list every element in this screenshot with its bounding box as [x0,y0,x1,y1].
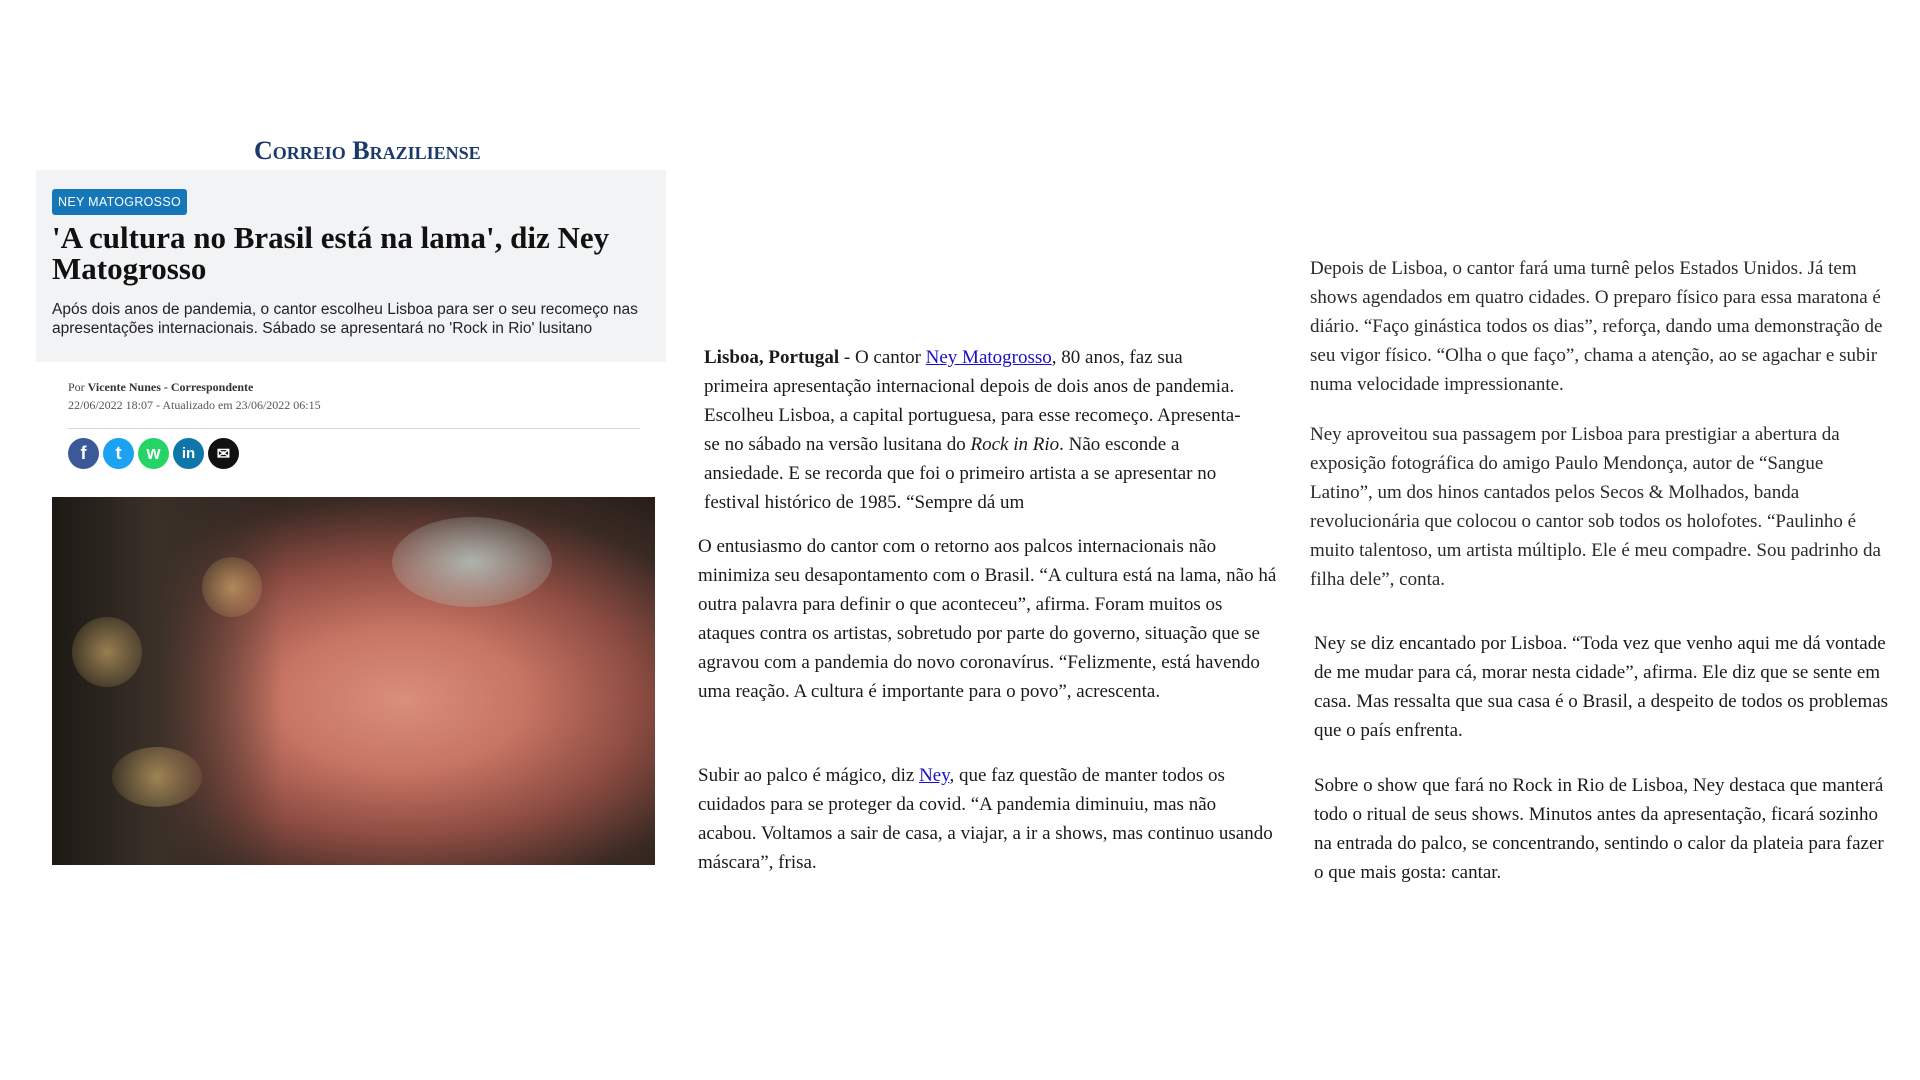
paragraph-text: Ney aproveitou sua passagem por Lisboa para prestigiar a abertura da exposição fotográfica do amigo Paulo Mendonça, autor de “Sangue Latino”, um dos hinos cantados pelos Secos & Molhados, banda revolucionária que colocou o cantor sob todos os holofotes. “Paulinho é muito talentoso, um artista múltiplo. Ele é meu compadre. Sou padrinho da filha dele”, conta. [1310,424,1881,590]
email-icon[interactable]: ✉ [208,438,239,469]
paragraph-4 [1310,254,1890,399]
site-logo[interactable]: Correio Braziliense [254,136,481,165]
byline [68,380,253,395]
text-span: . Não esconde a ansiedade. E se recorda que foi o primeiro artista a se apresentar no festival histórico de 1985. “Sempre dá um [704,434,1217,513]
photo-highlight [392,517,552,607]
paragraph-text: Depois de Lisboa, o cantor fará uma turnê pelos Estados Unidos. Já tem shows agendados em quatro cidades. O preparo físico para essa maratona é diário. “Faço ginástica todos os dias”, reforça, dando uma demonstração de seu vigor físico. “Olha o que faço”, chama a atenção, ao se agachar e subir numa velocidade impressionante. [1310,258,1883,395]
photo-bokeh [72,617,142,687]
paragraph-text: O entusiasmo do cantor com o retorno aos palcos internacionais não minimiza seu desapontamento com o Brasil. “A cultura está na lama, não há outra palavra para definir o que aconteceu”, afirma. Foram muitos os ataques contra os artistas, sobretudo por parte do governo, situação que se agravou com a pandemia do novo coronavírus. “Felizmente, está havendo uma reação. A cultura é importante para o povo”, acrescenta. [698,536,1277,702]
photo-bokeh [202,557,262,617]
publish-dates: 22/06/2022 18:07 - Atualizado em 23/06/2022 06:15 [68,398,321,412]
text-span: , que faz questão de manter todos os cuidados para se proteger da covid. “A pandemia diminuiu, mas não acabou. Voltamos a sair de casa, a viajar, a ir a shows, mas continuo usando máscara”, frisa. [698,765,1273,873]
byline-prefix: Por [68,380,85,394]
linkedin-icon[interactable]: in [173,438,204,469]
dateline: Lisboa, Portugal [704,347,840,368]
paragraph-1 [704,343,1244,517]
divider [68,428,640,429]
article-photo [52,497,655,865]
article-headline: 'A cultura no Brasil está na lama', diz Ney Matogrosso [52,220,610,286]
photo-bokeh [112,747,202,807]
paragraph-6 [1314,629,1894,745]
byline-author: Vicente Nunes - Correspondente [87,380,254,394]
facebook-icon[interactable]: f [68,438,99,469]
category-tag[interactable]: NEY MATOGROSSO [52,189,187,215]
link-ney[interactable]: Ney [919,765,950,786]
paragraph-3 [698,761,1278,877]
paragraph-7 [1314,771,1894,887]
text-span: - O cantor [839,347,926,368]
text-span: Subir ao palco é mágico, diz [698,765,920,786]
paragraph-text: Sobre o show que fará no Rock in Rio de Lisboa, Ney destaca que manterá todo o ritual de seus shows. Minutos antes da apresentação, ficará sozinho na entrada do palco, se concentrando, sentindo o calor da plateia para fazer o que mais gosta: cantar. [1314,775,1884,883]
paragraph-2 [698,532,1278,706]
link-ney-matogrosso[interactable]: Ney Matogrosso [925,347,1052,368]
article-subhead: Após dois anos de pandemia, o cantor escolheu Lisboa para ser o seu recomeço nas apresentações internacionais. Sábado se apresentará no 'Rock in Rio' lusitano [52,301,638,337]
text-span: , 80 anos, faz sua primeira apresentação internacional depois de dois anos de pandemia. Escolheu Lisboa, a capital portuguesa, para esse recomeço. Apresenta-se no sábado na versão lusitana do [704,347,1241,455]
share-bar [68,438,239,469]
twitter-icon[interactable]: t [103,438,134,469]
paragraph-5 [1310,420,1890,594]
paragraph-text: Ney se diz encantado por Lisboa. “Toda vez que venho aqui me dá vontade de me mudar para cá, morar nesta cidade”, afirma. Ele diz que se sente em casa. Mas ressalta que sua casa é o Brasil, a despeito de todos os problemas que o país enfrenta. [1314,633,1889,741]
italic-span: Rock in Rio [970,434,1060,455]
whatsapp-icon[interactable]: w [138,438,169,469]
